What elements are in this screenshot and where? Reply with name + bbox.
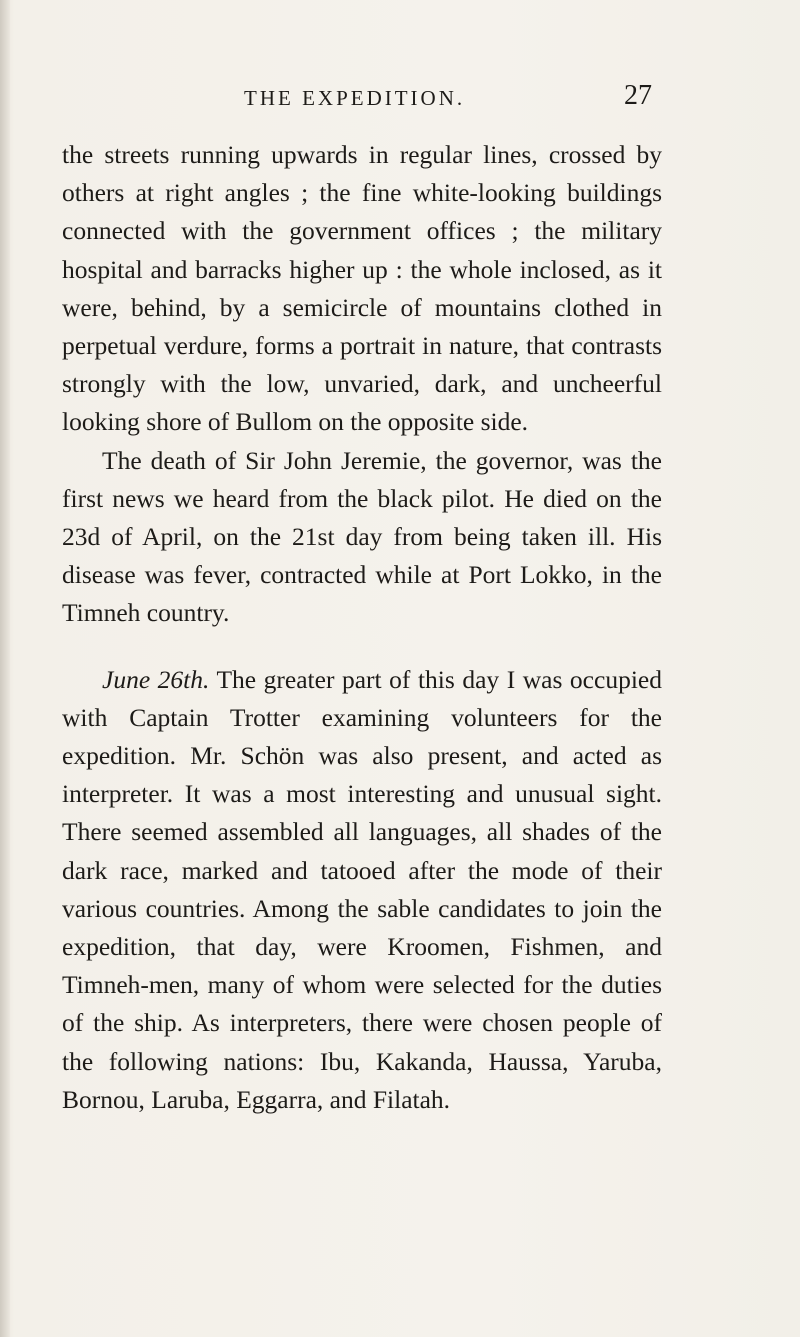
page-gutter-shadow: [0, 0, 10, 1337]
entry-date: June 26th.: [102, 664, 210, 694]
running-head: [0, 80, 800, 120]
paragraph-2: The death of Sir John Jeremie, the governor, was the first news we heard from the black pilot. He died on the 23d of April, on the 21st day from being taken ill. His disease was fever, contracted while at Port Lokko, in the Timneh country.: [62, 445, 662, 628]
running-head-title: THE EXPEDITION.: [244, 86, 466, 110]
paragraph-3: [62, 661, 662, 1119]
page-number: 27: [624, 80, 652, 111]
body-text: [62, 136, 662, 1119]
paragraph-3-text: The greater part of this day I was occupied with Captain Trotter examining volunteers for the expedition. Mr. Schön was also present, and acted as interpreter. It was a most interesting and unusual sight. There seemed assembled all languages, all shades of the dark race, marked and tatooed after the mode of their various countries. Among the sable candidates to join the expedition, that day, were Kroomen, Fishmen, and Timneh-men, many of whom were selected for the duties of the ship. As interpreters, there were chosen people of the following nations: Ibu, Kakanda, Haussa, Yaruba, Bornou, Laruba, Eggarra, and Filatah.: [62, 664, 662, 1114]
paragraph-1: the streets running upwards in regular lines, crossed by others at right angles ; the fine white-looking buildings connected with the government offices ; the military hospital and barracks higher up : the whole inclosed, as it were, behind, by a semicircle of mountains clothed in perpetual verdure, forms a portrait in nature, that contrasts strongly with the low, unvaried, dark, and uncheerful looking shore of Bullom on the opposite side.: [62, 140, 662, 437]
